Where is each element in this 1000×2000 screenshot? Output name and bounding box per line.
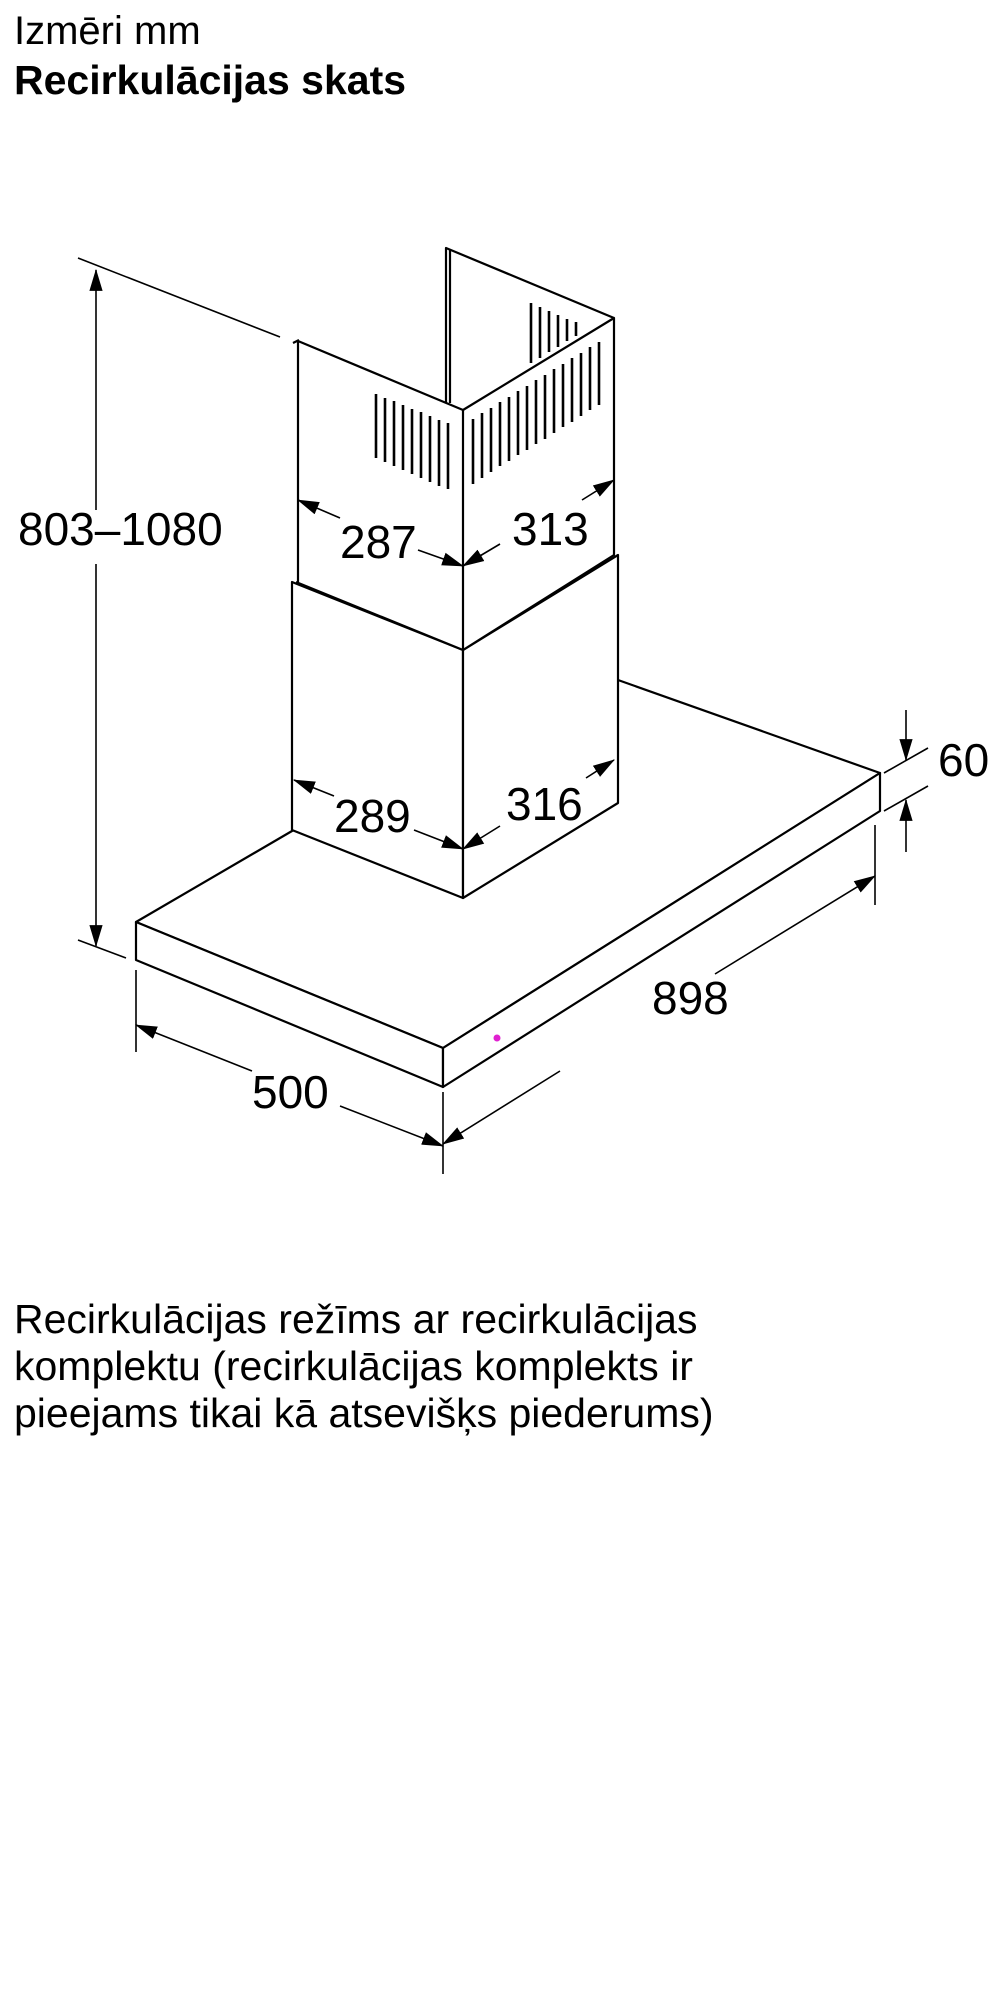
total-height-label: 803–1080 bbox=[18, 503, 223, 555]
upper-depth-label: 287 bbox=[340, 516, 417, 568]
units-label: Izmēri mm bbox=[14, 9, 201, 53]
description-line: Recirkulācijas režīms ar recirkulācijas bbox=[14, 1296, 698, 1342]
view-title: Recirkulācijas skats bbox=[14, 57, 407, 103]
lower-width-label: 316 bbox=[506, 778, 583, 830]
description bbox=[14, 1296, 974, 1437]
thickness-dimension bbox=[884, 710, 928, 852]
lower-depth-label: 289 bbox=[334, 790, 411, 842]
description-line: pieejams tikai kā atsevišķs piederums) bbox=[14, 1390, 714, 1436]
thickness-label: 60 bbox=[938, 734, 990, 786]
depth-label: 500 bbox=[252, 1066, 329, 1118]
marker-dot bbox=[494, 1035, 501, 1042]
height-dimension bbox=[78, 258, 280, 958]
description-line: komplektu (recirkulācijas komplekts ir bbox=[14, 1343, 693, 1389]
upper-width-label: 313 bbox=[512, 503, 589, 555]
width-label: 898 bbox=[652, 972, 729, 1024]
